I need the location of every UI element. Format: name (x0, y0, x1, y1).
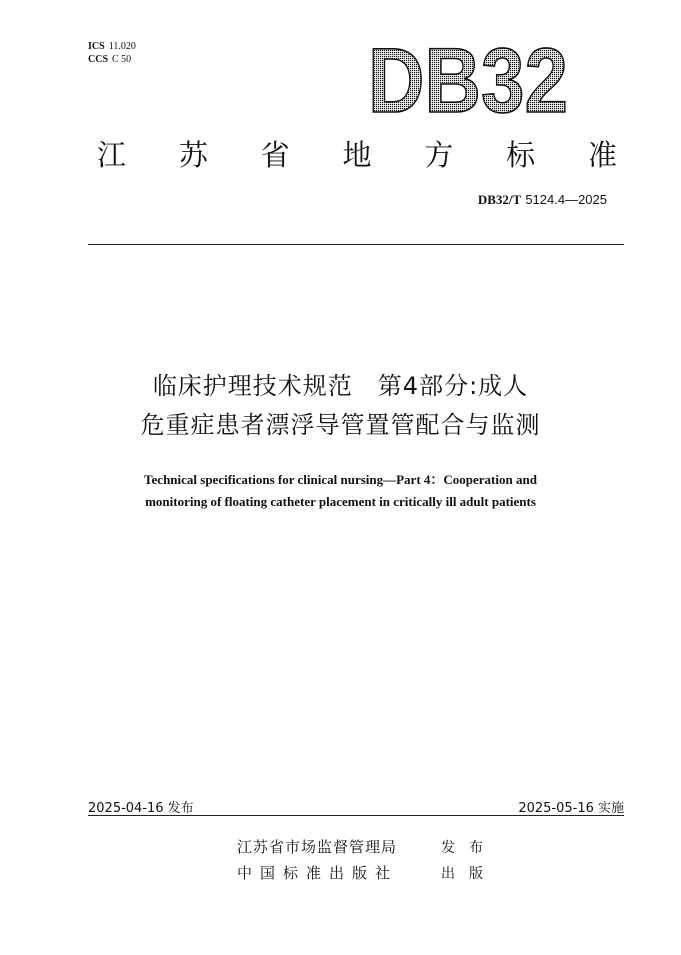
issuer-action: 发布 (441, 840, 497, 856)
province-char: 标 (506, 138, 536, 172)
implementation-date: 2025-05-16 实施 (518, 801, 624, 816)
province-char: 苏 (178, 138, 208, 172)
press-name: 中国标准出版社 (237, 864, 399, 882)
province-char: 省 (260, 138, 290, 172)
ics-value: 11.020 (108, 41, 136, 52)
standard-number-prefix: DB32/T (477, 192, 522, 207)
ics-code (88, 40, 136, 53)
standard-number (478, 192, 607, 208)
ccs-value: C 50 (112, 54, 132, 65)
press-action: 出版 (441, 866, 497, 882)
standard-number-value: 5124.4—2025 (525, 192, 607, 207)
ccs-label: CCS (88, 54, 109, 65)
logo-text: DB32 (368, 30, 568, 132)
issue-date: 2025-04-16 发布 (88, 801, 194, 816)
ccs-code (88, 53, 136, 66)
chinese-title-line: 危重症患者漂浮导管置管配合与监测 (140, 411, 541, 439)
issuer-name: 江苏省市场监督管理局 (237, 838, 398, 856)
english-title (60, 469, 621, 513)
bottom-divider (88, 815, 624, 816)
chinese-title-line: 临床护理技术规范 第4部分:成人 (152, 372, 529, 400)
classification-codes (88, 40, 136, 66)
province-standard-heading (97, 133, 617, 174)
english-title-line: monitoring of floating catheter placement in critically ill adult patients (145, 494, 536, 509)
english-title-line: Technical specifications for clinical nursing—Part 4：Cooperation and (144, 472, 537, 487)
top-divider (88, 244, 624, 245)
chinese-title (50, 367, 631, 445)
province-char: 江 (97, 138, 127, 172)
db32-logo (366, 30, 571, 132)
province-char: 准 (587, 138, 617, 172)
ics-label: ICS (88, 41, 105, 52)
province-char: 方 (424, 138, 454, 172)
province-char: 地 (342, 138, 372, 172)
